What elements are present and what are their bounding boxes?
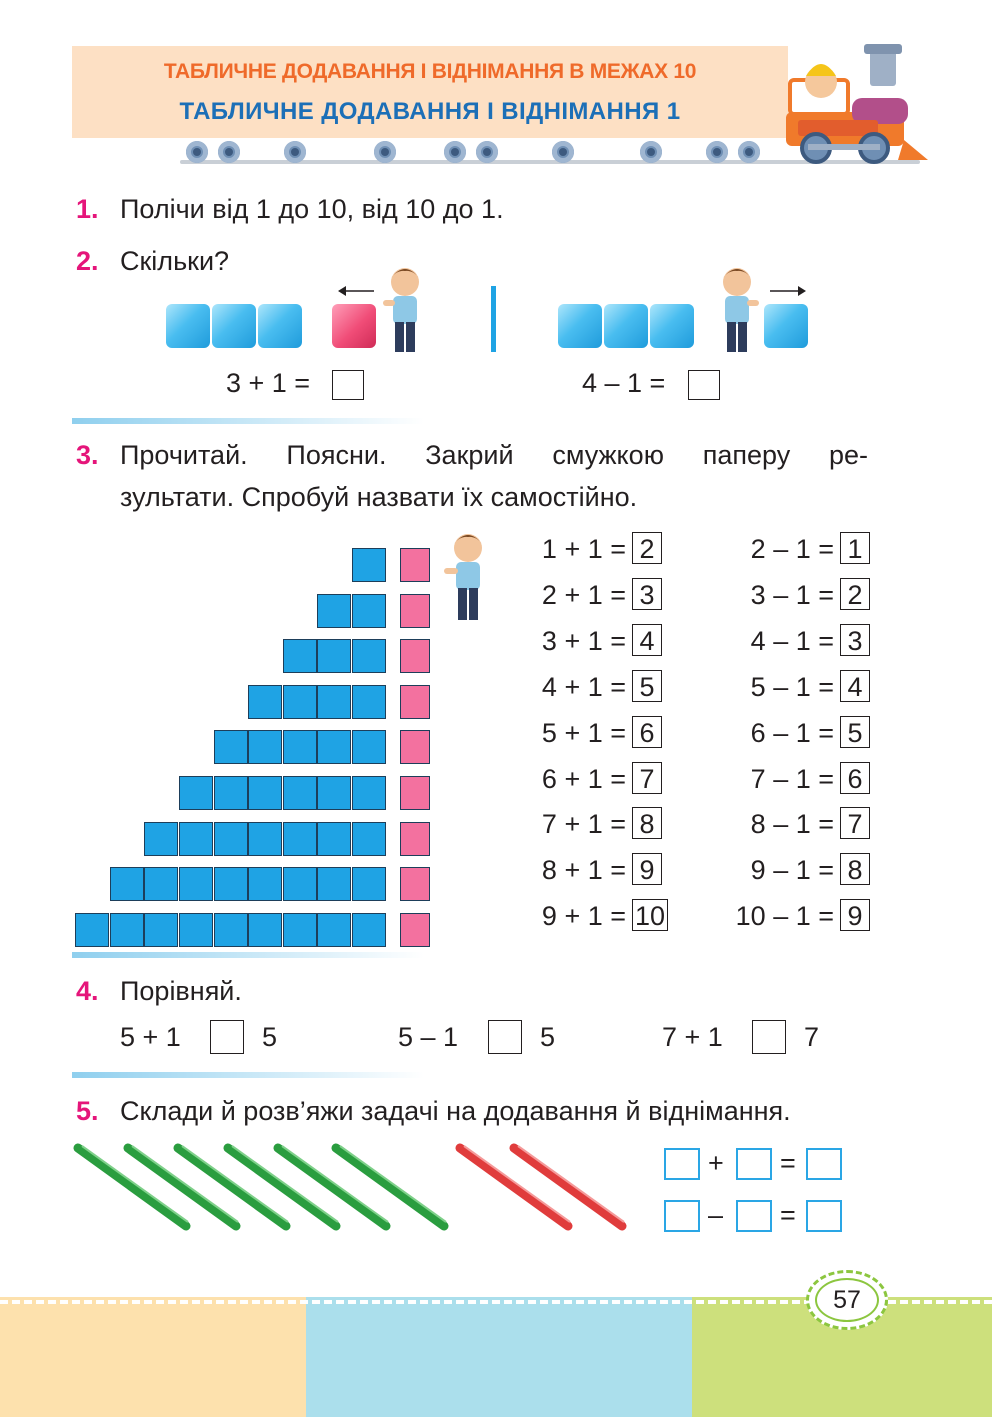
equation-answer: 7 [632,762,662,794]
blue-square [283,913,317,947]
pink-square [400,639,430,673]
equation-answer: 6 [840,762,870,794]
blue-square [248,776,282,810]
equation-row [726,716,870,749]
task-2-right-expression: 4 – 1 = [582,368,666,398]
wheel-icon [218,141,240,163]
blue-square [179,913,213,947]
blue-square [110,913,144,947]
blue-square [317,730,351,764]
comparison-right: 5 [262,1022,278,1052]
blue-cube [604,304,648,348]
wheel-icon [552,141,574,163]
arrow-left-icon [336,284,376,298]
blue-square [352,822,386,856]
blue-square [144,867,178,901]
wheel-icon [284,141,306,163]
equation-expression: 9 – 1 = [750,855,834,886]
equals-sign: = [780,1200,796,1230]
section-separator [72,418,424,424]
equation-expression: 6 + 1 = [541,763,626,794]
comparison-box[interactable] [488,1020,522,1054]
pink-square [400,822,430,856]
blue-square [352,867,386,901]
blue-cube [258,304,302,348]
equation-expression: 1 + 1 = [541,534,626,564]
blue-cube [764,304,808,348]
task-3-text-line2: зультати. Спробуй назвати їх самостійно. [120,482,638,512]
equation-expression: 5 + 1 = [541,717,626,748]
equation-answer: 4 [632,624,662,656]
equation-row [522,807,662,840]
equation-row [522,716,662,749]
equation-answer: 4 [840,670,870,702]
answer-box[interactable] [688,370,720,400]
boy-icon [380,262,430,358]
equation-row [522,624,662,657]
task-2-left-expression: 3 + 1 = [226,368,311,398]
equation-expression: 10 – 1 = [735,901,834,932]
equals-sign: = [780,1148,796,1178]
minus-sign: – [708,1200,724,1230]
task-2-text: Скільки? [120,246,230,276]
equation-expression: 3 – 1 = [750,579,834,610]
equation-row [522,762,662,795]
equation-expression: 8 – 1 = [750,809,834,840]
lesson-title: ТАБЛИЧНЕ ДОДАВАННЯ І ВІДНІМАННЯ 1 [179,98,681,125]
chapter-title: ТАБЛИЧНЕ ДОДАВАННЯ І ВІДНІМАННЯ В МЕЖАХ 10 [163,60,697,83]
comparison-box[interactable] [210,1020,244,1054]
blue-square [352,776,386,810]
wheel-icon [444,141,466,163]
blue-cube [212,304,256,348]
task-4-number: 4. [76,976,99,1006]
blue-square [214,867,248,901]
blue-square [317,776,351,810]
blue-square [214,913,248,947]
pink-square [400,685,430,719]
equation-row [726,670,870,703]
blue-square [352,685,386,719]
blue-square [352,594,386,628]
task-2-number: 2. [76,246,99,276]
page-number: 57 [815,1278,879,1322]
wheel-icon [186,141,208,163]
pink-cube [332,304,376,348]
blue-square [317,594,351,628]
equation-answer: 7 [840,807,870,839]
equation-row [726,807,870,840]
green-stick [128,1146,238,1226]
equation-answer: 2 [632,532,662,564]
green-stick [336,1146,446,1226]
footer-band-yellow [0,1297,306,1417]
blue-cube [166,304,210,348]
equation-expression: 2 + 1 = [541,579,626,610]
equation-expression: 6 – 1 = [750,717,834,748]
equation-row [726,762,870,795]
equation-row [522,899,668,932]
equation-answer: 2 [840,578,870,610]
comparison-left: 5 + 1 [120,1022,181,1052]
task-1-number: 1. [76,194,99,224]
divider-line [491,286,496,352]
blue-square [248,685,282,719]
blue-square [352,730,386,764]
pink-square [400,776,430,810]
equation-expression: 3 + 1 = [541,625,626,656]
wheel-icon [374,141,396,163]
red-stick [460,1146,570,1226]
blue-square [317,867,351,901]
blue-square [179,776,213,810]
equation-expression: 9 + 1 = [541,901,626,932]
comparison-right: 5 [540,1022,556,1052]
equation-answer: 8 [632,807,662,839]
blue-square [179,867,213,901]
pink-square [400,867,430,901]
equation-box[interactable] [664,1200,700,1232]
equation-answer: 3 [632,578,662,610]
boy-icon [712,262,762,358]
equation-row [522,578,662,611]
wheel-icon [640,141,662,163]
blue-square [248,913,282,947]
boy-icon [444,528,492,624]
green-stick [278,1146,388,1226]
blue-square [248,867,282,901]
equation-expression: 7 + 1 = [541,809,626,840]
pink-square [400,730,430,764]
equation-box[interactable] [664,1148,700,1180]
task-4-text: Порівняй. [120,976,242,1006]
task-5-text: Склади й розв’яжи задачі на додавання й віднімання. [120,1096,791,1126]
blue-square [214,730,248,764]
blue-square [179,822,213,856]
blue-square [352,913,386,947]
blue-square [352,548,386,582]
train-icon [778,40,938,170]
blue-square [75,913,109,947]
equation-box[interactable] [806,1148,842,1180]
counting-sticks [70,1138,630,1248]
blue-square [248,730,282,764]
pink-square [400,594,430,628]
blue-square [283,639,317,673]
blue-cube [650,304,694,348]
wheel-icon [476,141,498,163]
blue-square [283,776,317,810]
equation-row [522,670,662,703]
blue-cube [558,304,602,348]
pink-square [400,548,430,582]
equation-answer: 5 [840,716,870,748]
equation-expression: 4 + 1 = [541,671,626,702]
comparison-box[interactable] [752,1020,786,1054]
equation-answer: 6 [632,716,662,748]
equation-box[interactable] [806,1200,842,1232]
comparison-left: 5 – 1 [398,1022,459,1052]
blue-square [317,913,351,947]
equation-answer: 9 [840,899,870,931]
blue-square [248,822,282,856]
comparison-left: 7 + 1 [662,1022,723,1052]
task-5-number: 5. [76,1096,99,1126]
task-1-text: Полічи від 1 до 10, від 10 до 1. [120,194,504,224]
blue-square [352,639,386,673]
answer-box[interactable] [332,370,364,400]
plus-sign: + [708,1148,724,1178]
blue-square [317,639,351,673]
blue-square [283,685,317,719]
equation-answer: 1 [840,532,870,564]
section-separator [72,952,424,958]
task-3-text-line1: Прочитай. Поясни. Закрий смужкою паперу ре- [120,440,868,470]
blue-square [110,867,144,901]
blue-square [283,730,317,764]
equation-row [726,624,870,657]
blue-square [214,822,248,856]
blue-square [317,685,351,719]
task-3-number: 3. [76,440,99,470]
equation-answer: 10 [632,899,668,931]
equation-answer: 5 [632,670,662,702]
equation-answer: 3 [840,624,870,656]
equation-row [726,899,870,932]
equation-expression: 8 + 1 = [541,855,626,886]
wheel-icon [738,141,760,163]
pink-square [400,913,430,947]
equation-box[interactable] [736,1148,772,1180]
green-stick [78,1146,188,1226]
wheel-icon [706,141,728,163]
green-stick [178,1146,288,1226]
equation-row [726,578,870,611]
equation-answer: 9 [632,853,662,885]
green-stick [228,1146,338,1226]
equation-box[interactable] [736,1200,772,1232]
equation-row [522,853,662,886]
section-separator [72,1072,424,1078]
equation-row [522,532,662,565]
blue-square [144,913,178,947]
footer-band-blue [306,1297,692,1417]
arrow-right-icon [768,284,808,298]
equation-expression: 4 – 1 = [750,625,834,656]
comparison-right: 7 [804,1022,820,1052]
equation-expression: 2 – 1 = [750,534,834,564]
blue-square [283,822,317,856]
equation-row [726,853,870,886]
equation-expression: 7 – 1 = [750,763,834,794]
red-stick [514,1146,624,1226]
equation-expression: 5 – 1 = [750,671,834,702]
blue-square [283,867,317,901]
blue-square [214,776,248,810]
equation-row [726,532,870,565]
blue-square [317,822,351,856]
blue-square [144,822,178,856]
equation-answer: 8 [840,853,870,885]
